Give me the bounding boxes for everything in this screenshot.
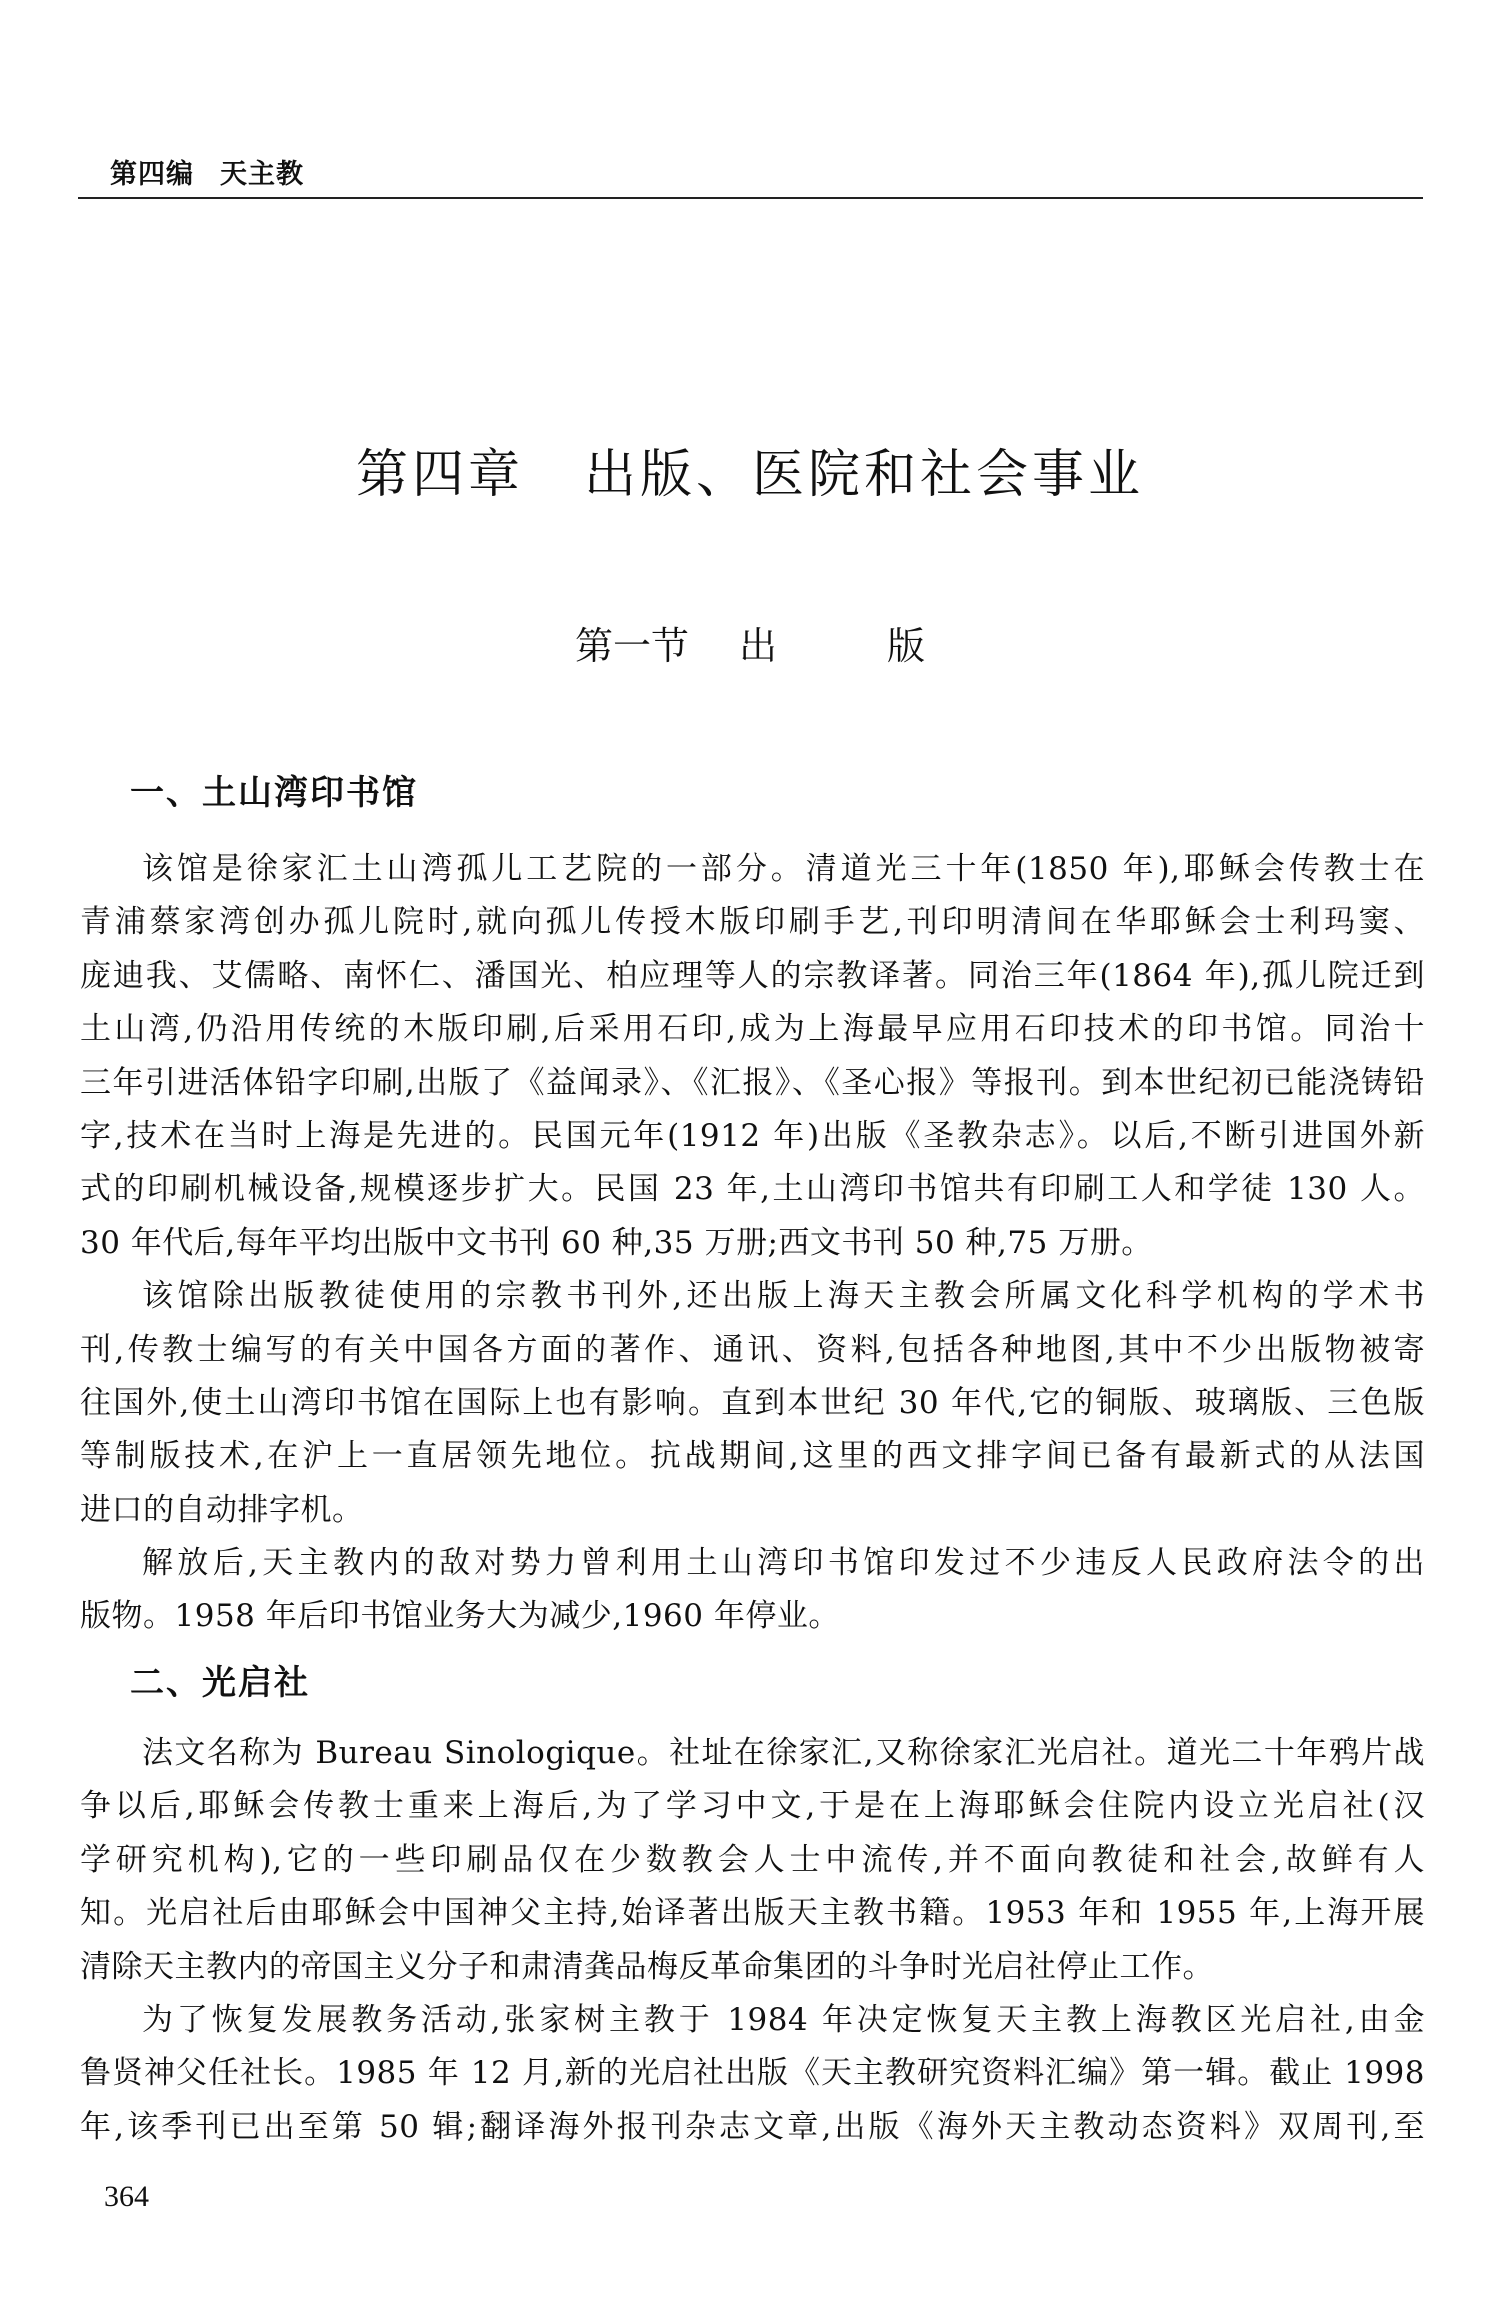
text-line: 解放后,天主教内的敌对势力曾利用土山湾印书馆印发过不少违反人民政府法令的出 <box>142 1545 1425 1582</box>
text-line: 鲁贤神父任社长。1985 年 12 月,新的光启社出版《天主教研究资料汇编》第一辑。截止 1998 <box>80 2055 1425 2092</box>
text-line: 争以后,耶稣会传教士重来上海后,为了学习中文,于是在上海耶稣会住院内设立光启社(汉 <box>80 1788 1425 1825</box>
page-number: 364 <box>104 2180 149 2213</box>
paragraph <box>80 843 1425 1270</box>
section-number: 第一节 <box>574 624 689 668</box>
text-line: 三年引进活体铅字印刷,出版了《益闻录》、《汇报》、《圣心报》等报刊。到本世纪初已能浇铸铅 <box>80 1064 1425 1101</box>
text-line: 该馆除出版教徒使用的宗教书刊外,还出版上海天主教会所属文化科学机构的学术书 <box>142 1278 1425 1315</box>
section-title-part-1: 出 <box>738 624 777 668</box>
text-line: 为了恢复发展教务活动,张家树主教于 1984 年决定恢复天主教上海教区光启社,由金 <box>142 2001 1425 2038</box>
chapter-name: 出版、医院和社会事业 <box>584 445 1145 505</box>
section-title <box>0 615 1500 670</box>
running-head <box>110 152 304 191</box>
subsection-1-body <box>80 843 1425 1644</box>
text-line: 学研究机构),它的一些印刷品仅在少数教会人士中流传,并不面向教徒和社会,故鲜有人 <box>80 1841 1425 1878</box>
subsection-heading-1: 一、土山湾印书馆 <box>130 773 418 813</box>
text-line: 字,技术在当时上海是先进的。民国元年(1912 年)出版《圣教杂志》。以后,不断引进国外新 <box>80 1117 1425 1154</box>
text-line: 该馆是徐家汇土山湾孤儿工艺院的一部分。清道光三十年(1850 年),耶稣会传教士在 <box>142 851 1425 887</box>
text-line: 青浦蔡家湾创办孤儿院时,就向孤儿传授木版印刷手艺,刊印明清间在华耶稣会士利玛窦、 <box>80 904 1425 941</box>
section-title-part-2: 版 <box>887 624 926 668</box>
text-line: 刊,传教士编写的有关中国各方面的著作、通讯、资料,包括各种地图,其中不少出版物被寄 <box>80 1331 1425 1368</box>
paragraph <box>80 1537 1425 1644</box>
text-line: 30 年代后,每年平均出版中文书刊 60 种,35 万册;西文书刊 50 种,75 万册。 <box>80 1224 1153 1261</box>
running-head-title: 天主教 <box>220 159 304 190</box>
paragraph <box>80 1727 1425 1994</box>
running-head-part: 第四编 <box>110 159 194 190</box>
subsection-2-body <box>80 1727 1425 2154</box>
text-line: 版物。1958 年后印书馆业务大为减少,1960 年停业。 <box>80 1598 840 1635</box>
paragraph <box>80 1270 1425 1537</box>
text-line: 进口的自动排字机。 <box>80 1491 364 1528</box>
paragraph <box>80 1994 1425 2154</box>
text-line: 往国外,使土山湾印书馆在国际上也有影响。直到本世纪 30 年代,它的铜版、玻璃版、三色版 <box>80 1384 1425 1421</box>
chapter-title <box>0 432 1500 507</box>
text-line: 法文名称为 Bureau Sinologique。社址在徐家汇,又称徐家汇光启社。道光二十年鸦片战 <box>142 1735 1425 1771</box>
text-line: 等制版技术,在沪上一直居领先地位。抗战期间,这里的西文排字间已备有最新式的从法国 <box>80 1438 1425 1475</box>
subsection-heading-2: 二、光启社 <box>130 1663 310 1703</box>
text-line: 土山湾,仍沿用传统的木版印刷,后采用石印,成为上海最早应用石印技术的印书馆。同治十 <box>80 1011 1425 1048</box>
text-line: 清除天主教内的帝国主义分子和肃清龚品梅反革命集团的斗争时光启社停止工作。 <box>80 1948 1214 1985</box>
text-line: 庞迪我、艾儒略、南怀仁、潘国光、柏应理等人的宗教译著。同治三年(1864 年),孤儿院迁到 <box>80 957 1425 994</box>
text-line: 知。光启社后由耶稣会中国神父主持,始译著出版天主教书籍。1953 年和 1955 年,上海开展 <box>80 1895 1425 1932</box>
header-rule <box>78 197 1423 199</box>
chapter-number: 第四章 <box>355 445 524 505</box>
text-line: 年,该季刊已出至第 50 辑;翻译海外报刊杂志文章,出版《海外天主教动态资料》双周刊,至 <box>80 2108 1425 2145</box>
text-line: 式的印刷机械设备,规模逐步扩大。民国 23 年,土山湾印书馆共有印刷工人和学徒 130 人。 <box>80 1171 1425 1208</box>
